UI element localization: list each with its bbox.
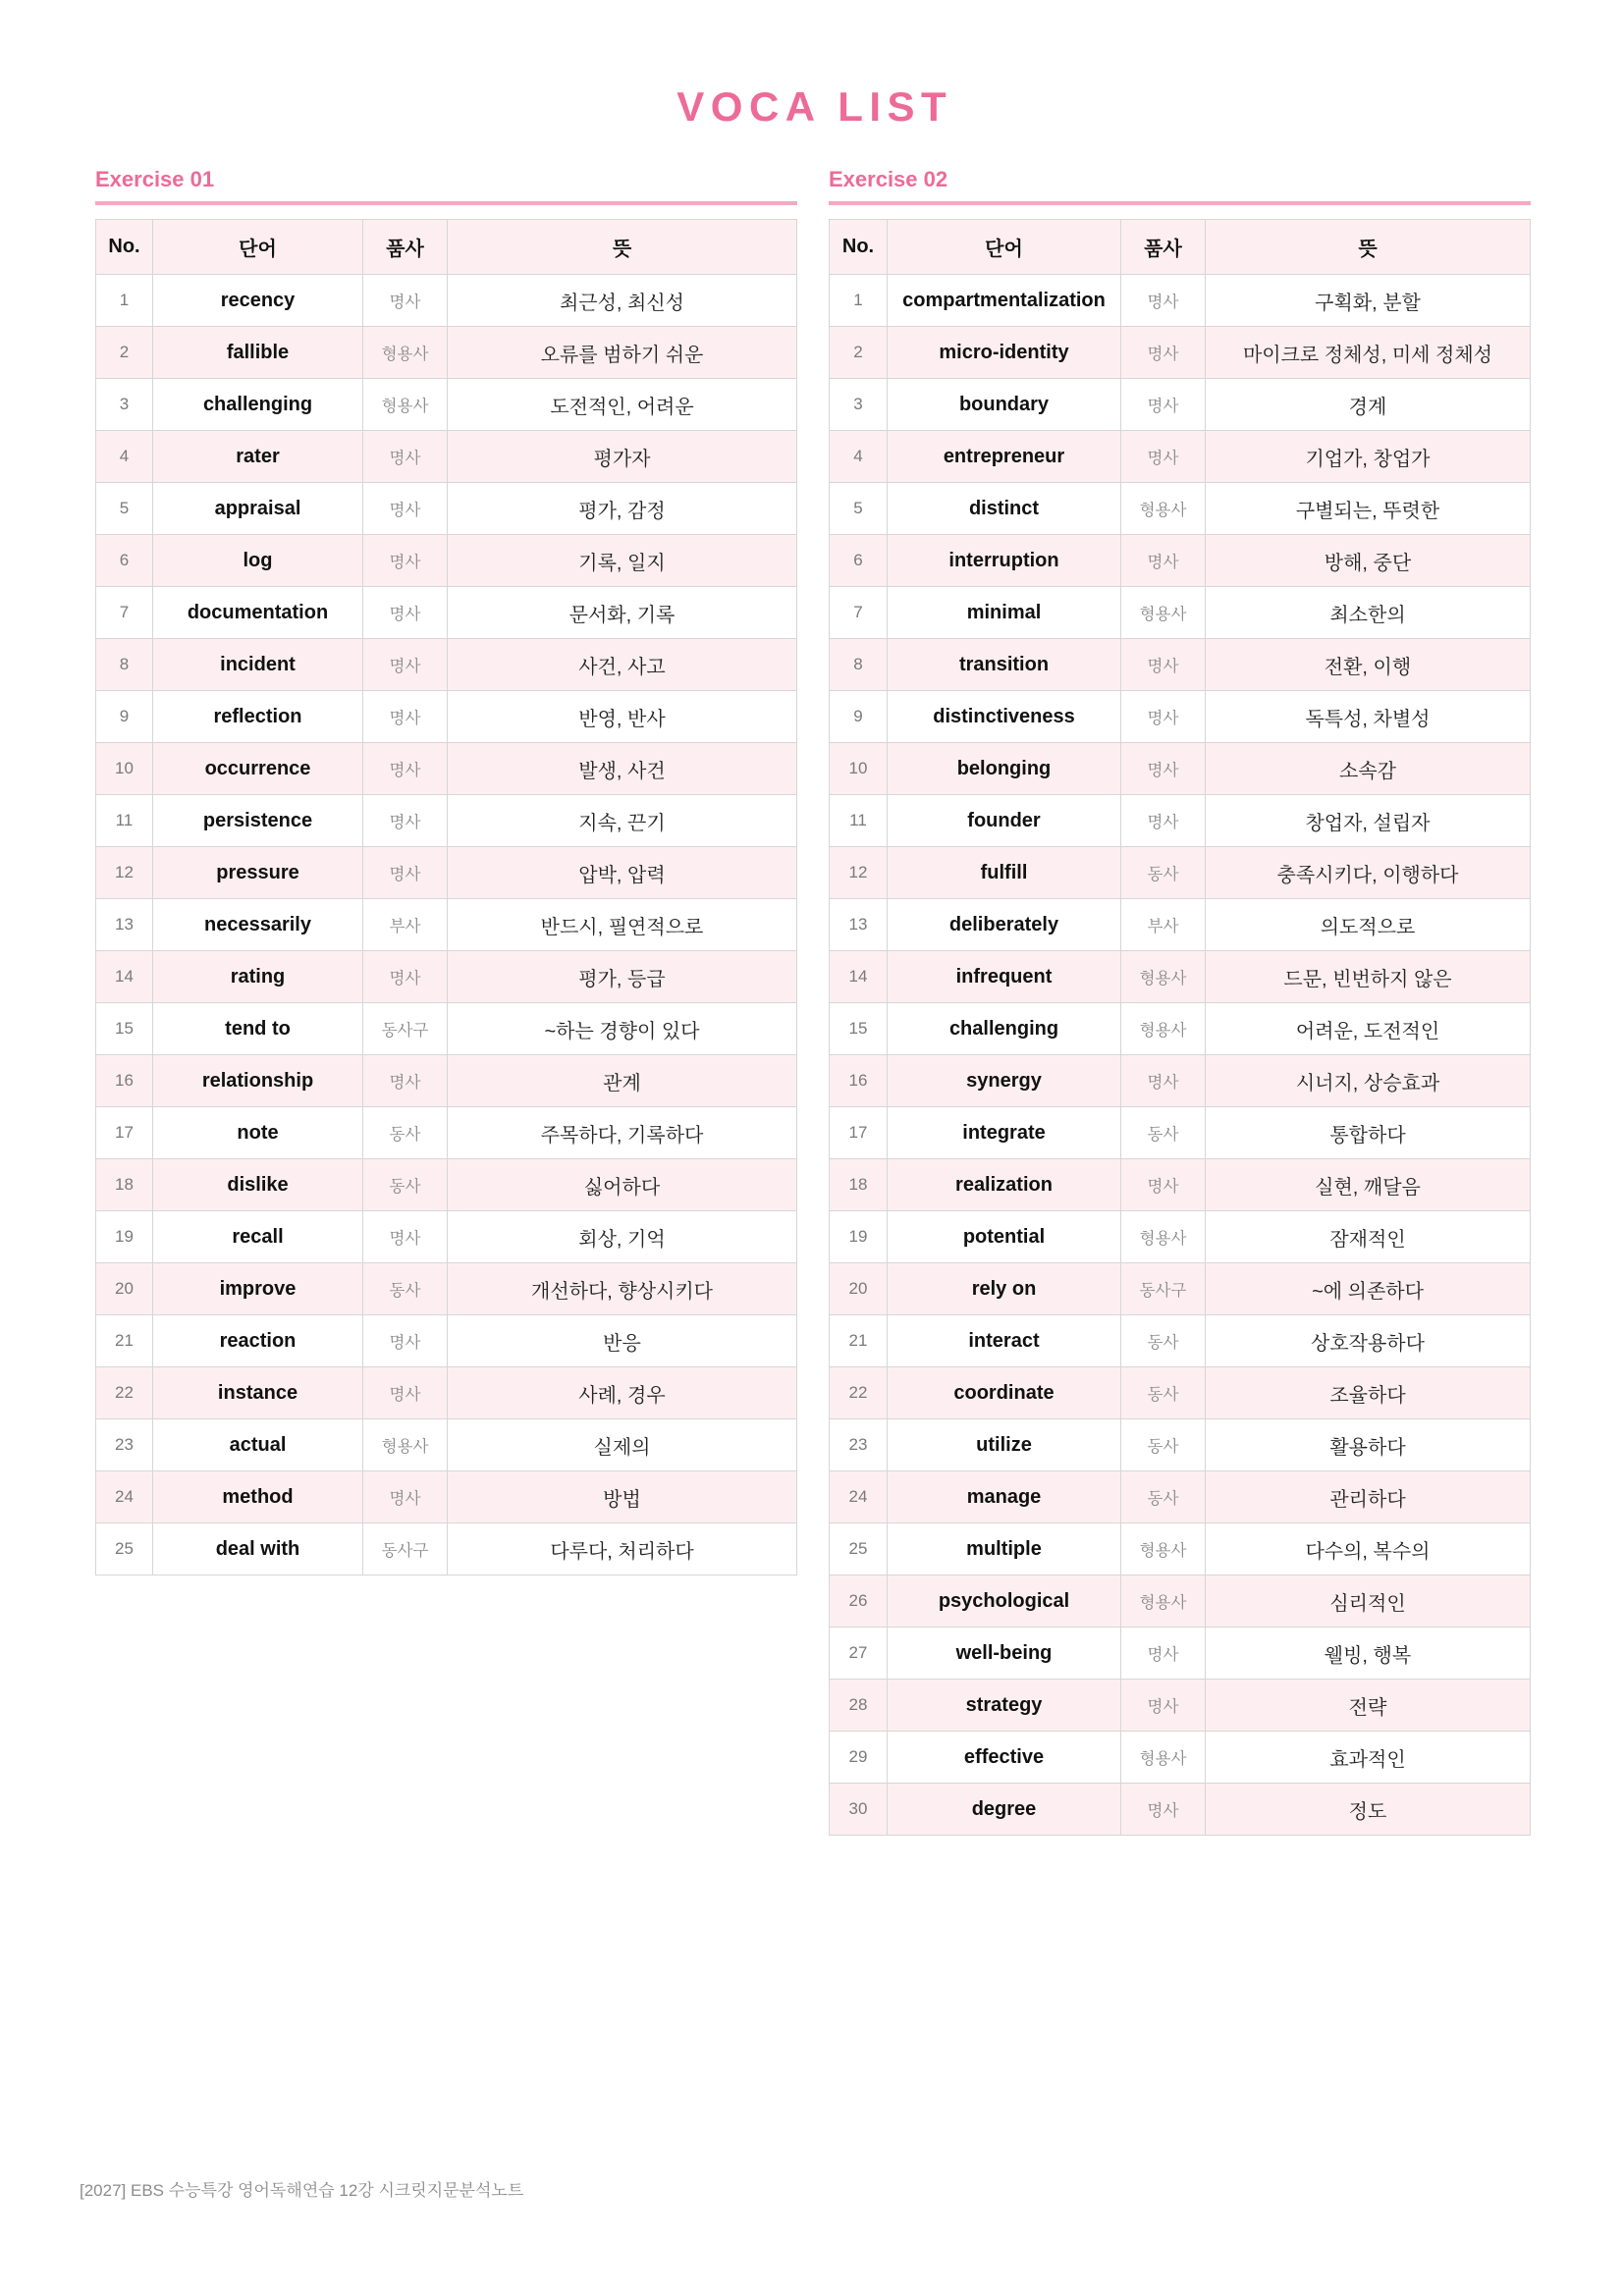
word-meaning: 전환, 이행 bbox=[1206, 639, 1531, 691]
vocab-word: interruption bbox=[888, 535, 1121, 587]
vocab-word: well-being bbox=[888, 1628, 1121, 1680]
vocab-word: pressure bbox=[153, 847, 363, 899]
row-number: 11 bbox=[96, 795, 153, 847]
word-meaning: 다루다, 처리하다 bbox=[448, 1523, 797, 1575]
part-of-speech: 명사 bbox=[363, 951, 448, 1003]
word-meaning: 문서화, 기록 bbox=[448, 587, 797, 639]
part-of-speech: 명사 bbox=[1121, 327, 1206, 379]
part-of-speech: 명사 bbox=[1121, 691, 1206, 743]
row-number: 15 bbox=[830, 1003, 888, 1055]
row-number: 25 bbox=[830, 1523, 888, 1575]
row-number: 1 bbox=[830, 275, 888, 327]
word-meaning: 다수의, 복수의 bbox=[1206, 1523, 1531, 1575]
table-row bbox=[830, 743, 1531, 795]
vocab-word: note bbox=[153, 1107, 363, 1159]
word-meaning: 사건, 사고 bbox=[448, 639, 797, 691]
table-row bbox=[830, 1628, 1531, 1680]
vocab-word: deal with bbox=[153, 1523, 363, 1575]
table-row bbox=[830, 691, 1531, 743]
row-number: 13 bbox=[96, 899, 153, 951]
vocab-word: challenging bbox=[153, 379, 363, 431]
word-meaning: 최소한의 bbox=[1206, 587, 1531, 639]
part-of-speech: 형용사 bbox=[363, 327, 448, 379]
table-row bbox=[96, 691, 797, 743]
vocab-word: occurrence bbox=[153, 743, 363, 795]
word-meaning: 활용하다 bbox=[1206, 1419, 1531, 1471]
vocab-word: tend to bbox=[153, 1003, 363, 1055]
vocab-word: minimal bbox=[888, 587, 1121, 639]
row-number: 9 bbox=[96, 691, 153, 743]
vocab-word: utilize bbox=[888, 1419, 1121, 1471]
part-of-speech: 동사구 bbox=[1121, 1263, 1206, 1315]
part-of-speech: 명사 bbox=[1121, 795, 1206, 847]
word-meaning: 잠재적인 bbox=[1206, 1211, 1531, 1263]
part-of-speech: 명사 bbox=[363, 743, 448, 795]
vocab-word: log bbox=[153, 535, 363, 587]
part-of-speech: 명사 bbox=[1121, 379, 1206, 431]
word-meaning: 반드시, 필연적으로 bbox=[448, 899, 797, 951]
word-meaning: 최근성, 최신성 bbox=[448, 275, 797, 327]
part-of-speech: 명사 bbox=[363, 1367, 448, 1419]
row-number: 2 bbox=[830, 327, 888, 379]
row-number: 23 bbox=[96, 1419, 153, 1471]
row-number: 16 bbox=[96, 1055, 153, 1107]
part-of-speech: 동사 bbox=[1121, 847, 1206, 899]
part-of-speech: 명사 bbox=[1121, 275, 1206, 327]
table-row bbox=[830, 535, 1531, 587]
word-meaning: 발생, 사건 bbox=[448, 743, 797, 795]
vocab-word: micro-identity bbox=[888, 327, 1121, 379]
part-of-speech: 동사 bbox=[1121, 1367, 1206, 1419]
table-body bbox=[830, 275, 1531, 1836]
word-meaning: 방해, 중단 bbox=[1206, 535, 1531, 587]
exercise-02-section bbox=[829, 167, 1531, 1855]
word-meaning: 실현, 깨달음 bbox=[1206, 1159, 1531, 1211]
row-number: 10 bbox=[96, 743, 153, 795]
row-number: 12 bbox=[96, 847, 153, 899]
row-number: 7 bbox=[830, 587, 888, 639]
part-of-speech: 동사 bbox=[1121, 1315, 1206, 1367]
table-row bbox=[96, 327, 797, 379]
part-of-speech: 형용사 bbox=[363, 379, 448, 431]
word-meaning: ~하는 경향이 있다 bbox=[448, 1003, 797, 1055]
table-row bbox=[96, 847, 797, 899]
word-meaning: 통합하다 bbox=[1206, 1107, 1531, 1159]
row-number: 8 bbox=[96, 639, 153, 691]
vocab-word: method bbox=[153, 1471, 363, 1523]
table-row bbox=[830, 899, 1531, 951]
row-number: 17 bbox=[96, 1107, 153, 1159]
row-number: 6 bbox=[96, 535, 153, 587]
word-meaning: 기업가, 창업가 bbox=[1206, 431, 1531, 483]
row-number: 19 bbox=[830, 1211, 888, 1263]
word-meaning: 평가, 등급 bbox=[448, 951, 797, 1003]
vocab-word: realization bbox=[888, 1159, 1121, 1211]
part-of-speech: 동사 bbox=[1121, 1107, 1206, 1159]
word-meaning: 드문, 빈번하지 않은 bbox=[1206, 951, 1531, 1003]
row-number: 6 bbox=[830, 535, 888, 587]
vocab-word: fulfill bbox=[888, 847, 1121, 899]
column-header-pos: 품사 bbox=[363, 220, 448, 275]
table-row bbox=[96, 1315, 797, 1367]
word-meaning: 구별되는, 뚜렷한 bbox=[1206, 483, 1531, 535]
vocab-word: synergy bbox=[888, 1055, 1121, 1107]
vocab-word: belonging bbox=[888, 743, 1121, 795]
row-number: 17 bbox=[830, 1107, 888, 1159]
word-meaning: 개선하다, 향상시키다 bbox=[448, 1263, 797, 1315]
part-of-speech: 명사 bbox=[363, 1315, 448, 1367]
vocab-word: interact bbox=[888, 1315, 1121, 1367]
heading-rule bbox=[95, 201, 797, 205]
part-of-speech: 명사 bbox=[363, 847, 448, 899]
vocab-word: degree bbox=[888, 1784, 1121, 1836]
row-number: 3 bbox=[830, 379, 888, 431]
table-row bbox=[830, 639, 1531, 691]
word-meaning: 평가, 감정 bbox=[448, 483, 797, 535]
column-header-pos: 품사 bbox=[1121, 220, 1206, 275]
part-of-speech: 형용사 bbox=[1121, 951, 1206, 1003]
word-meaning: 구획화, 분할 bbox=[1206, 275, 1531, 327]
part-of-speech: 명사 bbox=[1121, 1680, 1206, 1732]
part-of-speech: 명사 bbox=[363, 1211, 448, 1263]
row-number: 7 bbox=[96, 587, 153, 639]
table-row bbox=[830, 379, 1531, 431]
part-of-speech: 동사 bbox=[1121, 1471, 1206, 1523]
part-of-speech: 동사 bbox=[1121, 1419, 1206, 1471]
part-of-speech: 명사 bbox=[363, 639, 448, 691]
table-row bbox=[830, 1315, 1531, 1367]
table-header-row bbox=[96, 220, 797, 275]
table-row bbox=[830, 1107, 1531, 1159]
part-of-speech: 명사 bbox=[1121, 639, 1206, 691]
row-number: 4 bbox=[96, 431, 153, 483]
vocab-word: compartmentalization bbox=[888, 275, 1121, 327]
row-number: 30 bbox=[830, 1784, 888, 1836]
vocab-word: reaction bbox=[153, 1315, 363, 1367]
table-row bbox=[830, 1419, 1531, 1471]
word-meaning: 전략 bbox=[1206, 1680, 1531, 1732]
table-row bbox=[96, 1263, 797, 1315]
table-row bbox=[96, 483, 797, 535]
vocab-word: dislike bbox=[153, 1159, 363, 1211]
row-number: 12 bbox=[830, 847, 888, 899]
table-row bbox=[96, 1419, 797, 1471]
table-row bbox=[96, 379, 797, 431]
vocab-word: recall bbox=[153, 1211, 363, 1263]
table-row bbox=[96, 535, 797, 587]
part-of-speech: 동사 bbox=[363, 1159, 448, 1211]
row-number: 5 bbox=[830, 483, 888, 535]
part-of-speech: 명사 bbox=[363, 483, 448, 535]
vocab-word: fallible bbox=[153, 327, 363, 379]
part-of-speech: 명사 bbox=[363, 431, 448, 483]
row-number: 18 bbox=[830, 1159, 888, 1211]
table-row bbox=[830, 483, 1531, 535]
part-of-speech: 명사 bbox=[363, 275, 448, 327]
part-of-speech: 형용사 bbox=[1121, 483, 1206, 535]
vocab-word: recency bbox=[153, 275, 363, 327]
word-meaning: 의도적으로 bbox=[1206, 899, 1531, 951]
vocab-word: rating bbox=[153, 951, 363, 1003]
row-number: 29 bbox=[830, 1732, 888, 1784]
table-row bbox=[96, 1211, 797, 1263]
vocab-word: distinctiveness bbox=[888, 691, 1121, 743]
vocab-word: improve bbox=[153, 1263, 363, 1315]
row-number: 19 bbox=[96, 1211, 153, 1263]
vocab-word: rely on bbox=[888, 1263, 1121, 1315]
table-row bbox=[830, 1575, 1531, 1628]
vocab-word: necessarily bbox=[153, 899, 363, 951]
table-row bbox=[96, 275, 797, 327]
row-number: 27 bbox=[830, 1628, 888, 1680]
word-meaning: 조율하다 bbox=[1206, 1367, 1531, 1419]
word-meaning: 싫어하다 bbox=[448, 1159, 797, 1211]
part-of-speech: 형용사 bbox=[1121, 1211, 1206, 1263]
vocab-word: rater bbox=[153, 431, 363, 483]
table-row bbox=[830, 1784, 1531, 1836]
vocab-word: entrepreneur bbox=[888, 431, 1121, 483]
word-meaning: 주목하다, 기록하다 bbox=[448, 1107, 797, 1159]
word-meaning: 지속, 끈기 bbox=[448, 795, 797, 847]
part-of-speech: 동사구 bbox=[363, 1003, 448, 1055]
table-row bbox=[96, 1367, 797, 1419]
word-meaning: 소속감 bbox=[1206, 743, 1531, 795]
table-header-row bbox=[830, 220, 1531, 275]
row-number: 26 bbox=[830, 1575, 888, 1628]
row-number: 4 bbox=[830, 431, 888, 483]
table-row bbox=[830, 1367, 1531, 1419]
word-meaning: 관계 bbox=[448, 1055, 797, 1107]
word-meaning: 반응 bbox=[448, 1315, 797, 1367]
table-row bbox=[830, 1159, 1531, 1211]
part-of-speech: 명사 bbox=[1121, 743, 1206, 795]
column-header-number: No. bbox=[830, 220, 888, 275]
vocab-word: potential bbox=[888, 1211, 1121, 1263]
word-meaning: 효과적인 bbox=[1206, 1732, 1531, 1784]
row-number: 23 bbox=[830, 1419, 888, 1471]
column-header-word: 단어 bbox=[888, 220, 1121, 275]
row-number: 2 bbox=[96, 327, 153, 379]
vocab-word: appraisal bbox=[153, 483, 363, 535]
word-meaning: 오류를 범하기 쉬운 bbox=[448, 327, 797, 379]
word-meaning: 평가자 bbox=[448, 431, 797, 483]
row-number: 9 bbox=[830, 691, 888, 743]
vocab-word: deliberately bbox=[888, 899, 1121, 951]
column-header-number: No. bbox=[96, 220, 153, 275]
vocab-word: relationship bbox=[153, 1055, 363, 1107]
vocab-word: reflection bbox=[153, 691, 363, 743]
table-row bbox=[830, 1055, 1531, 1107]
row-number: 22 bbox=[830, 1367, 888, 1419]
vocab-table bbox=[95, 219, 797, 1575]
table-row bbox=[96, 1159, 797, 1211]
part-of-speech: 명사 bbox=[1121, 1055, 1206, 1107]
part-of-speech: 부사 bbox=[363, 899, 448, 951]
row-number: 20 bbox=[96, 1263, 153, 1315]
table-row bbox=[96, 743, 797, 795]
table-row bbox=[830, 1471, 1531, 1523]
vocab-table bbox=[829, 219, 1531, 1836]
vocab-word: founder bbox=[888, 795, 1121, 847]
table-row bbox=[96, 1055, 797, 1107]
row-number: 13 bbox=[830, 899, 888, 951]
vocab-word: incident bbox=[153, 639, 363, 691]
table-row bbox=[830, 1523, 1531, 1575]
row-number: 11 bbox=[830, 795, 888, 847]
word-meaning: 창업자, 설립자 bbox=[1206, 795, 1531, 847]
table-row bbox=[96, 1107, 797, 1159]
row-number: 21 bbox=[830, 1315, 888, 1367]
row-number: 20 bbox=[830, 1263, 888, 1315]
column-header-meaning: 뜻 bbox=[1206, 220, 1531, 275]
table-row bbox=[96, 639, 797, 691]
word-meaning: 어려운, 도전적인 bbox=[1206, 1003, 1531, 1055]
table-row bbox=[96, 795, 797, 847]
vocab-word: effective bbox=[888, 1732, 1121, 1784]
row-number: 10 bbox=[830, 743, 888, 795]
table-row bbox=[830, 795, 1531, 847]
part-of-speech: 명사 bbox=[363, 1471, 448, 1523]
table-row bbox=[830, 1263, 1531, 1315]
table-row bbox=[96, 1003, 797, 1055]
table-row bbox=[830, 1680, 1531, 1732]
part-of-speech: 명사 bbox=[363, 535, 448, 587]
word-meaning: 충족시키다, 이행하다 bbox=[1206, 847, 1531, 899]
vocab-word: persistence bbox=[153, 795, 363, 847]
word-meaning: 경계 bbox=[1206, 379, 1531, 431]
table-row bbox=[96, 1471, 797, 1523]
row-number: 22 bbox=[96, 1367, 153, 1419]
word-meaning: 압박, 압력 bbox=[448, 847, 797, 899]
part-of-speech: 동사구 bbox=[363, 1523, 448, 1575]
part-of-speech: 명사 bbox=[1121, 1784, 1206, 1836]
part-of-speech: 형용사 bbox=[363, 1419, 448, 1471]
table-row bbox=[830, 847, 1531, 899]
table-row bbox=[96, 431, 797, 483]
row-number: 1 bbox=[96, 275, 153, 327]
part-of-speech: 형용사 bbox=[1121, 587, 1206, 639]
page-title: VOCA LIST bbox=[676, 83, 953, 130]
word-meaning: 도전적인, 어려운 bbox=[448, 379, 797, 431]
word-meaning: 독특성, 차별성 bbox=[1206, 691, 1531, 743]
vocab-word: distinct bbox=[888, 483, 1121, 535]
part-of-speech: 명사 bbox=[1121, 535, 1206, 587]
row-number: 14 bbox=[830, 951, 888, 1003]
table-body bbox=[96, 275, 797, 1575]
vocab-word: instance bbox=[153, 1367, 363, 1419]
table-row bbox=[830, 1732, 1531, 1784]
exercise-01-section bbox=[95, 167, 797, 1855]
vocab-word: infrequent bbox=[888, 951, 1121, 1003]
vocab-word: manage bbox=[888, 1471, 1121, 1523]
row-number: 24 bbox=[96, 1471, 153, 1523]
vocab-word: psychological bbox=[888, 1575, 1121, 1628]
table-row bbox=[830, 951, 1531, 1003]
vocab-word: transition bbox=[888, 639, 1121, 691]
part-of-speech: 부사 bbox=[1121, 899, 1206, 951]
vocab-word: coordinate bbox=[888, 1367, 1121, 1419]
table-row bbox=[830, 1211, 1531, 1263]
row-number: 3 bbox=[96, 379, 153, 431]
row-number: 8 bbox=[830, 639, 888, 691]
word-meaning: 마이크로 정체성, 미세 정체성 bbox=[1206, 327, 1531, 379]
word-meaning: 반영, 반사 bbox=[448, 691, 797, 743]
word-meaning: 심리적인 bbox=[1206, 1575, 1531, 1628]
part-of-speech: 형용사 bbox=[1121, 1732, 1206, 1784]
part-of-speech: 명사 bbox=[363, 691, 448, 743]
part-of-speech: 명사 bbox=[1121, 1159, 1206, 1211]
table-row bbox=[830, 431, 1531, 483]
part-of-speech: 명사 bbox=[363, 1055, 448, 1107]
table-row bbox=[96, 1523, 797, 1575]
table-row bbox=[96, 899, 797, 951]
word-meaning: 정도 bbox=[1206, 1784, 1531, 1836]
row-number: 21 bbox=[96, 1315, 153, 1367]
table-row bbox=[830, 275, 1531, 327]
vocab-word: actual bbox=[153, 1419, 363, 1471]
part-of-speech: 명사 bbox=[1121, 431, 1206, 483]
part-of-speech: 형용사 bbox=[1121, 1575, 1206, 1628]
word-meaning: 시너지, 상승효과 bbox=[1206, 1055, 1531, 1107]
part-of-speech: 형용사 bbox=[1121, 1003, 1206, 1055]
part-of-speech: 명사 bbox=[363, 795, 448, 847]
table-row bbox=[830, 1003, 1531, 1055]
exercise-heading: Exercise 01 bbox=[95, 167, 215, 191]
column-header-meaning: 뜻 bbox=[448, 220, 797, 275]
row-number: 18 bbox=[96, 1159, 153, 1211]
vocab-word: multiple bbox=[888, 1523, 1121, 1575]
word-meaning: 방법 bbox=[448, 1471, 797, 1523]
word-meaning: 상호작용하다 bbox=[1206, 1315, 1531, 1367]
heading-rule bbox=[829, 201, 1531, 205]
part-of-speech: 형용사 bbox=[1121, 1523, 1206, 1575]
row-number: 5 bbox=[96, 483, 153, 535]
word-meaning: 사례, 경우 bbox=[448, 1367, 797, 1419]
word-meaning: 관리하다 bbox=[1206, 1471, 1531, 1523]
word-meaning: 회상, 기억 bbox=[448, 1211, 797, 1263]
table-row bbox=[96, 951, 797, 1003]
row-number: 14 bbox=[96, 951, 153, 1003]
word-meaning: ~에 의존하다 bbox=[1206, 1263, 1531, 1315]
vocab-word: strategy bbox=[888, 1680, 1121, 1732]
exercise-heading: Exercise 02 bbox=[829, 167, 948, 191]
vocab-word: challenging bbox=[888, 1003, 1121, 1055]
vocab-word: documentation bbox=[153, 587, 363, 639]
vocab-word: boundary bbox=[888, 379, 1121, 431]
vocab-word: integrate bbox=[888, 1107, 1121, 1159]
part-of-speech: 명사 bbox=[363, 587, 448, 639]
row-number: 28 bbox=[830, 1680, 888, 1732]
part-of-speech: 동사 bbox=[363, 1263, 448, 1315]
word-meaning: 실제의 bbox=[448, 1419, 797, 1471]
row-number: 25 bbox=[96, 1523, 153, 1575]
part-of-speech: 동사 bbox=[363, 1107, 448, 1159]
row-number: 15 bbox=[96, 1003, 153, 1055]
page-footer: [2027] EBS 수능특강 영어독해연습 12강 시크릿지문분석노트 bbox=[80, 2181, 524, 2200]
word-meaning: 기록, 일지 bbox=[448, 535, 797, 587]
part-of-speech: 명사 bbox=[1121, 1628, 1206, 1680]
table-row bbox=[830, 327, 1531, 379]
row-number: 24 bbox=[830, 1471, 888, 1523]
column-header-word: 단어 bbox=[153, 220, 363, 275]
row-number: 16 bbox=[830, 1055, 888, 1107]
word-meaning: 웰빙, 행복 bbox=[1206, 1628, 1531, 1680]
table-row bbox=[96, 587, 797, 639]
table-row bbox=[830, 587, 1531, 639]
